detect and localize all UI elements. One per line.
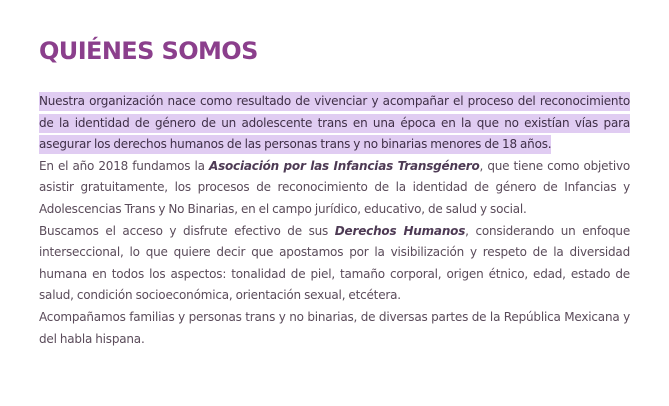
organization-name: Asociación por las Infancias Transgénero — [208, 158, 480, 173]
highlighted-text: Nuestra organización nace como resultado de vivenciar y acompañar el proceso del reconocimiento de la identidad de género de un adolescente trans en una época en la que no existían vías para asegurar los derechos humanos de las personas trans y no binarias menores de 18 años. — [39, 92, 630, 154]
rights-paragraph — [39, 221, 630, 307]
foundation-text-start: En el año 2018 fundamos la — [39, 158, 209, 173]
foundation-paragraph — [39, 156, 630, 221]
about-content — [39, 91, 630, 350]
human-rights-emphasis: Derechos Humanos — [334, 223, 466, 238]
families-paragraph: Acompañamos familias y personas trans y no binarias, de diversas partes de la República Mexicana y del habla hispana. — [39, 309, 630, 346]
intro-paragraph — [39, 91, 630, 156]
foundation-text-end: , que tiene como objetivo asistir gratuitamente, los procesos de reconocimiento de la identidad de género de Infancias y Adolescencias Trans y No Binarias, en el campo jurídico, educativo, de salud y social. — [39, 158, 631, 216]
page-title: QUIÉNES SOMOS — [39, 37, 258, 65]
rights-text-end: , considerando un enfoque interseccional, lo que quiere decir que apostamos por la visibilización y respeto de la diversidad humana en todos los aspectos: tonalidad de piel, tamaño corporal, origen étnico, edad, estado de salud, condición socioeconómica, orientación sexual, etcétera. — [39, 223, 630, 303]
rights-text-start: Buscamos el acceso y disfrute efectivo de sus — [39, 223, 335, 238]
